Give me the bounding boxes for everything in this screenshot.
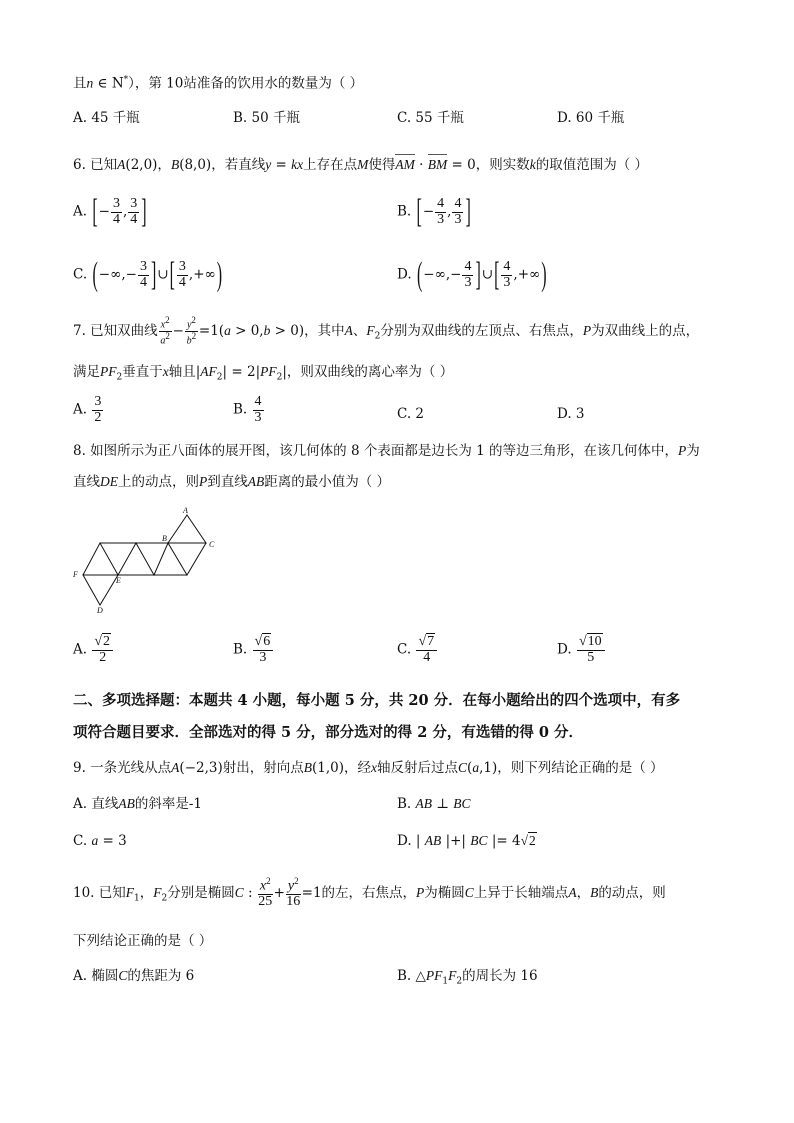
q9-option-b: B. AB ⊥ BC	[397, 796, 471, 812]
q8-stem-line2: 直线DE上的动点，则P到直线AB距离的最小值为（ ）	[73, 474, 391, 490]
label-e: E	[116, 576, 121, 585]
q6-option-d: D. (−∞,− $\frac{4}{3}$ ]∪[ $\frac{4}{3}$ ,+∞)	[397, 257, 547, 293]
q9-option-c: C. a = 3	[73, 833, 127, 849]
label-c: C	[209, 540, 215, 549]
q10-stem-line2: 下列结论正确的是（ ）	[73, 933, 213, 949]
net-triangle-top	[168, 515, 206, 543]
q6-option-c: C. (−∞,− $\frac{3}{4}$ ]∪[ $\frac{3}{4}$ ,+∞)	[73, 257, 223, 293]
label-a: A	[183, 506, 188, 515]
section2-heading-line1: 二、多项选择题：本题共 4 小题，每小题 5 分，共 20 分．在每小题给出的四个选项中，有多	[73, 692, 681, 709]
q10-stem: 10. 已知$F_1$，$F_2$分别是椭圆C : $\frac{x^2}{25}$ + $\frac{y^2}{16}$ =1的左，右焦点，P为椭圆C上异于长轴端点A，B的动点，则	[73, 876, 666, 910]
q7-option-b: B. $\frac{4}{3}$	[233, 394, 262, 425]
q5-option-c: C. 55 千瓶	[397, 110, 464, 126]
net-triangle-bottom	[83, 575, 118, 605]
octahedron-net-figure	[70, 505, 220, 615]
q9-stem: 9. 一条光线从点A(−2,3)射出，射向点B(1,0)，经x轴反射后过点C(a,1)，则下列结论正确的是（ ）	[73, 760, 664, 776]
q8-option-a: A. $\frac{√2}{2}$	[73, 635, 114, 665]
label-b: B	[162, 534, 167, 543]
label-d: D	[97, 606, 103, 615]
q8-option-d: D. $\frac{√10}{5}$	[557, 635, 606, 665]
q8-option-b: B. $\frac{√6}{3}$	[233, 635, 274, 665]
q10-option-b: B. $\triangle PF_1F_2$的周长为 16	[397, 968, 538, 987]
q7-stem: 7. 已知双曲线 $\frac{x^2}{a^2}$ − $\frac{y^2}{b^2}$ =1(a > 0,b > 0)，其中A、$F_2$分别为双曲线的左顶点、右焦点，P为双曲线上的点，	[73, 315, 700, 347]
q5-option-d: D. 60 千瓶	[557, 110, 625, 126]
q5-stem: 且n ∈ N*），第 10站准备的饮用水的数量为（ ）	[73, 75, 364, 92]
q6-option-b: B. [− $\frac{4}{3}$ , $\frac{4}{3}$ ]	[397, 194, 471, 230]
q9-option-d: D. | AB |+| BC |= 4√2	[397, 833, 536, 849]
section2-heading-line2: 项符合题目要求．全部选对的得 5 分，部分选对的得 2 分，有选错的得 0 分．	[73, 724, 584, 741]
q9-option-a: A. 直线AB的斜率是-1	[73, 796, 202, 812]
q10-option-a: A. 椭圆C的焦距为 6	[73, 968, 195, 984]
q6-stem: 6. 已知A(2,0)，B(8,0)，若直线y = kx上存在点M使得AM · BM = 0，则实数k的取值范围为（ ）	[73, 157, 648, 173]
q5-option-b: B. 50 千瓶	[233, 110, 300, 126]
q6-option-a: A. [− $\frac{3}{4}$ , $\frac{3}{4}$ ]	[73, 194, 147, 230]
net-zigzag	[83, 543, 206, 575]
q8-stem: 8. 如图所示为正八面体的展开图，该几何体的 8 个表面都是边长为 1 的等边三角形，在该几何体中，P为	[73, 443, 700, 459]
q7-option-a: A. $\frac{3}{2}$	[73, 394, 102, 425]
q5-option-a: A. 45 千瓶	[73, 110, 140, 126]
label-f: F	[73, 570, 78, 579]
q7-option-d: D. 3	[557, 406, 585, 422]
q8-option-c: C. $\frac{√7}{4}$	[397, 635, 438, 665]
q7-stem-line2: 满足$PF_2$垂直于x轴且$|AF_2| = 2|PF_2|$，则双曲线的离心率为（ ）	[73, 364, 454, 383]
q7-option-c: C. 2	[397, 406, 425, 422]
